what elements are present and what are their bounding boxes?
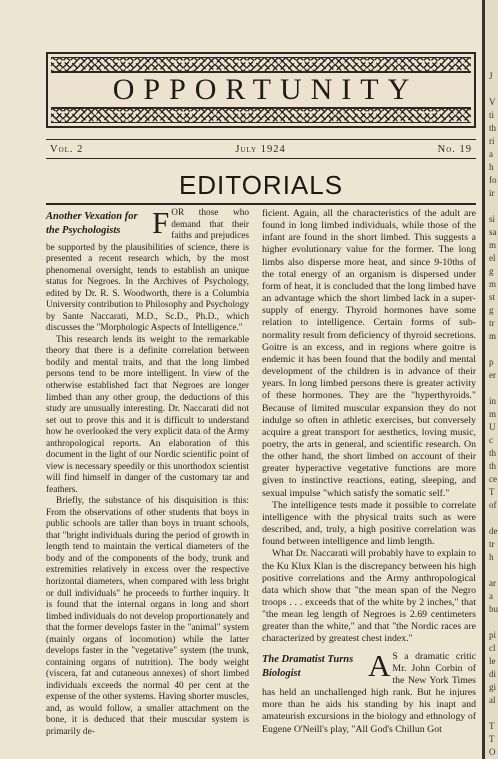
spine-fragment: p: [489, 357, 494, 367]
spine-fragment: O: [489, 747, 496, 757]
drop-cap: F: [152, 205, 170, 240]
paragraph: This research lends its weight to the remarkable theory that there is a definite correlation between bodily and mental traits, and that the long limbed persons tend to be more intelligent. In view of the otherwise established fact that Negroes are longer limbed than any other group, the deductions of this study are unusually interesting. Dr. Naccarati did not set out to prove this and it is difficult to understand how he overlooked the very explicit data of the Army anthropological reports. An elaboration of this document in the light of our Nordic scientific point of view is necessary speedily or this unorthodox scientist will find himself in danger of the customary tar and feathers.: [46, 334, 249, 495]
spine-fragment: a: [489, 591, 493, 601]
spine-fragment: ti: [489, 110, 495, 120]
spine-fragment: h: [489, 552, 494, 562]
spine-fragment: m: [489, 331, 497, 341]
spine-fragment: al: [489, 695, 496, 705]
spine-fragment: m: [489, 240, 497, 250]
paragraph: Briefly, the substance of his disquisition is this: From the observations of other students that boys in public schools are taller than boys in truant schools, that "bright individuals during the period of growth in length tend to maintain the vertical diameters of the body and of the components of the body, trunk and extremities relatively in excess over the respective horizontal diameters, when compared with less bright or dull individuals" he proceeds to further inquiry. It is found that the internal organs in long and short limbed individuals do not develop proportionately and that the former develops faster in the "animal" system (mainly organs of locomotion) while the latter develops faster in the "vegetative" system (the trunk, containing organs of nutrition). The body weight (viscera, fat and cutaneous annexes) of short limbed individuals exceeds the normal 40 per cent at the expense of the other systems. Having shorter muscles, and, as would follow, a smaller attachment on the bone, it is deduced that their muscular system is primarily de-: [46, 496, 249, 737]
spine-fragment: pi: [489, 630, 497, 640]
masthead-ornament-bottom: [51, 108, 471, 123]
spine-fragment: ar: [489, 578, 496, 588]
spine-fragment: a: [489, 149, 493, 159]
masthead-title-band: [51, 72, 471, 108]
spine-fragment: di: [489, 669, 497, 679]
lead-text: OR those who demand that their faiths and prejudices be supported by the plausibilities of science, there is presented a recent research which, by the most phenomenal oversight, tends to establish an unique status for Negroes. In the Archives of Psychology, edited by Dr. R. S. Woodworth, there is a Columbia University contribution to Philosophy and Psychology by Sante Naccarati, M.D., Sc.D., Ph.D., which discusses the "Morphologic Aspects of Intelligence.": [46, 208, 249, 334]
issue-number: No. 19: [437, 143, 472, 155]
section-rule: [46, 203, 476, 205]
spine-fragment: gi: [489, 682, 497, 692]
spine-fragment: m: [489, 279, 497, 289]
paragraph: What Dr. Naccarati will probably have to explain to the Ku Klux Klan is the discrepancy between his high positive correlations and the Army anthropological data which show that "the mean span of the Negro troops . . . exceeds that of the white by 2 inches," that "the mean leg length of Negroes is 2.69 centimeters greater than the white," and that "the Nordic races are characterized by greatest chest index.": [262, 548, 476, 645]
spine-fragment: T: [489, 487, 495, 497]
spine-fragment: sa: [489, 227, 497, 237]
masthead: [46, 52, 476, 128]
adjacent-page-edge: [482, 0, 498, 759]
lead-text: S a dramatic critic Mr. John Corbin of the New York Times has held an unchallenged high rank. But he injures more than he aids his standing by his inapt and amateurish excursions in the biology and ethnology of Eugene O'Neill's play, "All God's Chillun Got: [262, 650, 476, 735]
spine-fragment: de: [489, 526, 498, 536]
article2-heading: The Dramatist Turns Biologist: [262, 653, 354, 679]
spine-fragment: ri: [489, 136, 495, 146]
spine-fragment: tr: [489, 539, 495, 549]
spine-fragment: in: [489, 396, 497, 406]
spine-fragment: th: [489, 448, 497, 458]
volume-label: Vol. 2: [50, 143, 84, 155]
issue-line: [46, 139, 476, 159]
spine-fragment: cl: [489, 643, 496, 653]
spine-fragment: bu: [489, 604, 498, 614]
spine-fragment: fo: [489, 175, 497, 185]
spine-fragment: U: [489, 422, 496, 432]
spine-fragment: g: [489, 266, 494, 276]
spine-fragment: th: [489, 123, 497, 133]
spine-fragment: th: [489, 461, 497, 471]
spine-fragment: ir: [489, 188, 495, 198]
column-right: [262, 208, 476, 736]
column-left: [46, 205, 249, 738]
drop-cap: A: [368, 647, 391, 683]
spine-fragment: V: [489, 97, 496, 107]
spine-fragment: of: [489, 500, 497, 510]
spine-fragment: m: [489, 409, 497, 419]
article2: [262, 647, 476, 736]
magazine-title: OPPORTUNITY: [112, 73, 419, 106]
spine-fragment: el: [489, 253, 496, 263]
spine-fragment: g: [489, 305, 494, 315]
spine-fragment: c: [489, 435, 493, 445]
issue-date: July 1924: [235, 143, 286, 155]
spine-fragment: ce: [489, 474, 497, 484]
spine-fragment: T: [489, 734, 495, 744]
paragraph: The intelligence tests made it possible to correlate intelligence with the physical traits such as were described, and, truly, a high positive correlation was found between intelligence and limb length.: [262, 499, 476, 548]
spine-fragment: si: [489, 214, 496, 224]
section-title: EDITORIALS: [178, 170, 344, 200]
spine-fragment: T: [489, 721, 495, 731]
spine-fragment: le: [489, 656, 496, 666]
paragraph-continued: ficient. Again, all the characteristics of the adult are found in long limbed individuals, while those of the infant are found in the short limbed. This suggests a higher evolutionary value for the former. The long limbs also disperse more heat, and since 9-10ths of the total energy of an organism is dispersed under form of heat, it is concluded that the long limbed have an advantage which the short limbed lack in a super-supply of energy. Thyroid hormones have some relation to intelligence. Certain forms of sub-normality result from deficiency of thyroid secretions. Goitre is an excess, and in regions where goitre is endemic it has been found that the bodily and mental development of the children is in advance of their years. In long limbed persons there is greater activity of these hormones. They are the "hyperthyroids." Because of limited muscular expansion they do not indulge so often in athletic exercises, but conversely acquire a great transport for aesthetics, loving music, poetry, the arts in general, and scientific research. On the other hand, the short limbed on account of their greater hyperactive vegetative functions are more given to instinctive reactions, eating, sleeping, and sexual impulse "which satisfy the somatic self.": [262, 208, 476, 499]
spine-fragment: er: [489, 370, 496, 380]
spine-fragment: tr: [489, 318, 495, 328]
spine-fragment: st: [489, 292, 496, 302]
masthead-ornament-top: [51, 57, 471, 72]
spine-fragment: h: [489, 162, 494, 172]
article-heading: Another Vexation for the Psychologists: [46, 211, 138, 236]
spine-fragment: J: [489, 71, 493, 81]
